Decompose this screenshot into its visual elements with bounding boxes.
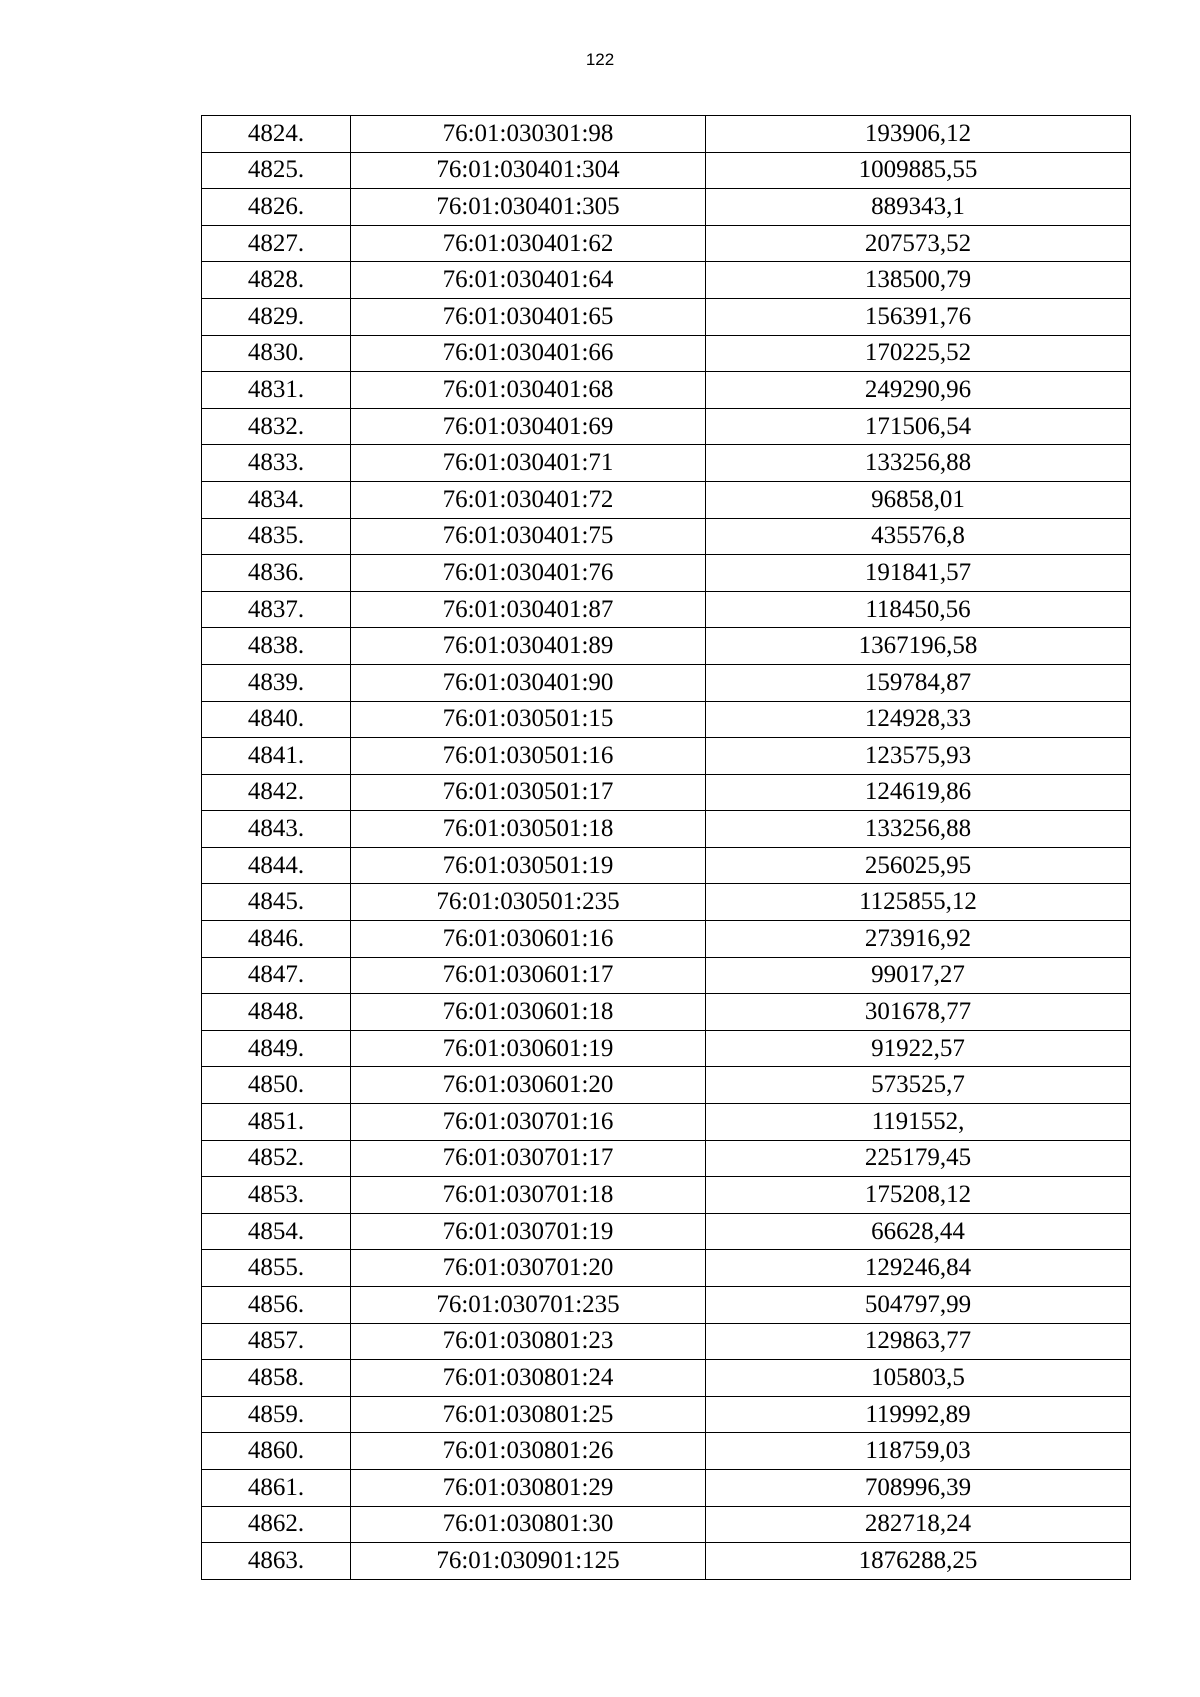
row-number-cell: 4838.	[202, 628, 351, 665]
table-row	[202, 1287, 1131, 1324]
table-row	[202, 518, 1131, 555]
cadastral-value-cell: 249290,96	[706, 372, 1131, 409]
table-row	[202, 664, 1131, 701]
row-number-cell: 4845.	[202, 884, 351, 921]
cadastral-number-cell: 76:01:030401:76	[351, 555, 706, 592]
row-number-cell: 4829.	[202, 298, 351, 335]
cadastral-value-cell: 159784,87	[706, 664, 1131, 701]
row-number-cell: 4830.	[202, 335, 351, 372]
table-row	[202, 262, 1131, 299]
cadastral-number-cell: 76:01:030601:17	[351, 957, 706, 994]
table-row	[202, 994, 1131, 1031]
table-row	[202, 372, 1131, 409]
cadastral-value-cell: 191841,57	[706, 555, 1131, 592]
row-number-cell: 4849.	[202, 1030, 351, 1067]
row-number-cell: 4857.	[202, 1323, 351, 1360]
table-row	[202, 774, 1131, 811]
table-row	[202, 225, 1131, 262]
cadastral-number-cell: 76:01:030401:72	[351, 481, 706, 518]
table-row	[202, 1104, 1131, 1141]
cadastral-number-cell: 76:01:030701:17	[351, 1140, 706, 1177]
cadastral-number-cell: 76:01:030801:30	[351, 1506, 706, 1543]
row-number-cell: 4842.	[202, 774, 351, 811]
row-number-cell: 4862.	[202, 1506, 351, 1543]
row-number-cell: 4852.	[202, 1140, 351, 1177]
cadastral-number-cell: 76:01:030301:98	[351, 116, 706, 153]
cadastral-number-cell: 76:01:030401:68	[351, 372, 706, 409]
cadastral-number-cell: 76:01:030401:62	[351, 225, 706, 262]
cadastral-number-cell: 76:01:030401:69	[351, 408, 706, 445]
cadastral-value-cell: 118450,56	[706, 591, 1131, 628]
row-number-cell: 4832.	[202, 408, 351, 445]
cadastral-value-cell: 193906,12	[706, 116, 1131, 153]
cadastral-number-cell: 76:01:030401:65	[351, 298, 706, 335]
row-number-cell: 4841.	[202, 738, 351, 775]
cadastral-number-cell: 76:01:030501:17	[351, 774, 706, 811]
cadastral-value-cell: 129246,84	[706, 1250, 1131, 1287]
cadastral-value-cell: 273916,92	[706, 921, 1131, 958]
cadastral-value-cell: 504797,99	[706, 1287, 1131, 1324]
table-row	[202, 189, 1131, 226]
table-row	[202, 1543, 1131, 1580]
table-row	[202, 298, 1131, 335]
cadastral-number-cell: 76:01:030901:125	[351, 1543, 706, 1580]
table-row	[202, 591, 1131, 628]
cadastral-value-cell: 91922,57	[706, 1030, 1131, 1067]
cadastral-number-cell: 76:01:030601:19	[351, 1030, 706, 1067]
cadastral-number-cell: 76:01:030501:15	[351, 701, 706, 738]
cadastral-value-cell: 1876288,25	[706, 1543, 1131, 1580]
page-number: 122	[585, 50, 615, 69]
cadastral-value-cell: 435576,8	[706, 518, 1131, 555]
cadastral-value-cell: 1367196,58	[706, 628, 1131, 665]
row-number-cell: 4860.	[202, 1433, 351, 1470]
cadastral-number-cell: 76:01:030801:29	[351, 1469, 706, 1506]
row-number-cell: 4843.	[202, 811, 351, 848]
cadastral-value-cell: 708996,39	[706, 1469, 1131, 1506]
table-row	[202, 1250, 1131, 1287]
cadastral-value-cell: 175208,12	[706, 1177, 1131, 1214]
cadastral-value-cell: 301678,77	[706, 994, 1131, 1031]
row-number-cell: 4836.	[202, 555, 351, 592]
cadastral-value-cell: 118759,03	[706, 1433, 1131, 1470]
cadastral-value-cell: 105803,5	[706, 1360, 1131, 1397]
cadastral-value-cell: 119992,89	[706, 1396, 1131, 1433]
cadastral-value-cell: 123575,93	[706, 738, 1131, 775]
row-number-cell: 4847.	[202, 957, 351, 994]
table-row	[202, 1469, 1131, 1506]
cadastral-value-cell: 171506,54	[706, 408, 1131, 445]
table-row	[202, 1140, 1131, 1177]
cadastral-number-cell: 76:01:030801:25	[351, 1396, 706, 1433]
row-number-cell: 4859.	[202, 1396, 351, 1433]
cadastral-number-cell: 76:01:030601:18	[351, 994, 706, 1031]
row-number-cell: 4858.	[202, 1360, 351, 1397]
cadastral-number-cell: 76:01:030501:16	[351, 738, 706, 775]
cadastral-value-cell: 133256,88	[706, 811, 1131, 848]
table-row	[202, 701, 1131, 738]
cadastral-value-cell: 124619,86	[706, 774, 1131, 811]
table-row	[202, 152, 1131, 189]
row-number-cell: 4834.	[202, 481, 351, 518]
cadastral-number-cell: 76:01:030401:305	[351, 189, 706, 226]
table-row	[202, 408, 1131, 445]
row-number-cell: 4848.	[202, 994, 351, 1031]
cadastral-value-cell: 129863,77	[706, 1323, 1131, 1360]
table-row	[202, 811, 1131, 848]
row-number-cell: 4861.	[202, 1469, 351, 1506]
table-row	[202, 1396, 1131, 1433]
cadastral-number-cell: 76:01:030701:19	[351, 1213, 706, 1250]
cadastral-value-cell: 1009885,55	[706, 152, 1131, 189]
cadastral-value-cell: 1191552,	[706, 1104, 1131, 1141]
cadastral-value-cell: 282718,24	[706, 1506, 1131, 1543]
table-row	[202, 884, 1131, 921]
table-row	[202, 1433, 1131, 1470]
row-number-cell: 4831.	[202, 372, 351, 409]
row-number-cell: 4851.	[202, 1104, 351, 1141]
cadastral-number-cell: 76:01:030801:23	[351, 1323, 706, 1360]
cadastral-number-cell: 76:01:030401:66	[351, 335, 706, 372]
row-number-cell: 4855.	[202, 1250, 351, 1287]
cadastral-number-cell: 76:01:030701:16	[351, 1104, 706, 1141]
table-row	[202, 738, 1131, 775]
table-row	[202, 847, 1131, 884]
table-row	[202, 555, 1131, 592]
table-row	[202, 1360, 1131, 1397]
cadastral-number-cell: 76:01:030801:24	[351, 1360, 706, 1397]
row-number-cell: 4826.	[202, 189, 351, 226]
cadastral-number-cell: 76:01:030801:26	[351, 1433, 706, 1470]
table-row	[202, 1067, 1131, 1104]
cadastral-number-cell: 76:01:030401:89	[351, 628, 706, 665]
row-number-cell: 4835.	[202, 518, 351, 555]
table-row	[202, 481, 1131, 518]
cadastral-value-cell: 573525,7	[706, 1067, 1131, 1104]
cadastral-number-cell: 76:01:030701:20	[351, 1250, 706, 1287]
table-row	[202, 1506, 1131, 1543]
cadastral-number-cell: 76:01:030601:16	[351, 921, 706, 958]
cadastral-value-cell: 124928,33	[706, 701, 1131, 738]
row-number-cell: 4837.	[202, 591, 351, 628]
cadastral-number-cell: 76:01:030401:75	[351, 518, 706, 555]
row-number-cell: 4840.	[202, 701, 351, 738]
cadastral-number-cell: 76:01:030401:87	[351, 591, 706, 628]
table-row	[202, 921, 1131, 958]
cadastral-value-cell: 207573,52	[706, 225, 1131, 262]
table-row	[202, 116, 1131, 153]
row-number-cell: 4828.	[202, 262, 351, 299]
cadastral-number-cell: 76:01:030401:64	[351, 262, 706, 299]
row-number-cell: 4854.	[202, 1213, 351, 1250]
table-row	[202, 628, 1131, 665]
row-number-cell: 4833.	[202, 445, 351, 482]
row-number-cell: 4853.	[202, 1177, 351, 1214]
table-row	[202, 335, 1131, 372]
row-number-cell: 4850.	[202, 1067, 351, 1104]
cadastral-number-cell: 76:01:030501:18	[351, 811, 706, 848]
table-body	[202, 116, 1131, 1580]
cadastral-value-cell: 138500,79	[706, 262, 1131, 299]
row-number-cell: 4846.	[202, 921, 351, 958]
cadastral-number-cell: 76:01:030501:19	[351, 847, 706, 884]
cadastral-number-cell: 76:01:030701:235	[351, 1287, 706, 1324]
row-number-cell: 4839.	[202, 664, 351, 701]
table-row	[202, 1323, 1131, 1360]
table-row	[202, 1030, 1131, 1067]
row-number-cell: 4856.	[202, 1287, 351, 1324]
row-number-cell: 4825.	[202, 152, 351, 189]
cadastral-number-cell: 76:01:030601:20	[351, 1067, 706, 1104]
cadastral-number-cell: 76:01:030401:304	[351, 152, 706, 189]
table-row	[202, 1177, 1131, 1214]
cadastral-number-cell: 76:01:030401:71	[351, 445, 706, 482]
cadastral-value-cell: 66628,44	[706, 1213, 1131, 1250]
row-number-cell: 4824.	[202, 116, 351, 153]
row-number-cell: 4827.	[202, 225, 351, 262]
cadastral-value-cell: 96858,01	[706, 481, 1131, 518]
table-row	[202, 957, 1131, 994]
cadastral-value-cell: 170225,52	[706, 335, 1131, 372]
cadastral-value-cell: 889343,1	[706, 189, 1131, 226]
cadastral-value-cell: 133256,88	[706, 445, 1131, 482]
row-number-cell: 4863.	[202, 1543, 351, 1580]
cadastral-value-cell: 156391,76	[706, 298, 1131, 335]
row-number-cell: 4844.	[202, 847, 351, 884]
table-row	[202, 445, 1131, 482]
cadastral-number-cell: 76:01:030501:235	[351, 884, 706, 921]
cadastral-value-cell: 225179,45	[706, 1140, 1131, 1177]
cadastral-value-cell: 256025,95	[706, 847, 1131, 884]
table-row	[202, 1213, 1131, 1250]
cadastral-number-cell: 76:01:030401:90	[351, 664, 706, 701]
cadastral-number-cell: 76:01:030701:18	[351, 1177, 706, 1214]
cadastral-value-cell: 1125855,12	[706, 884, 1131, 921]
cadastral-value-cell: 99017,27	[706, 957, 1131, 994]
cadastral-value-table	[201, 115, 1131, 1580]
